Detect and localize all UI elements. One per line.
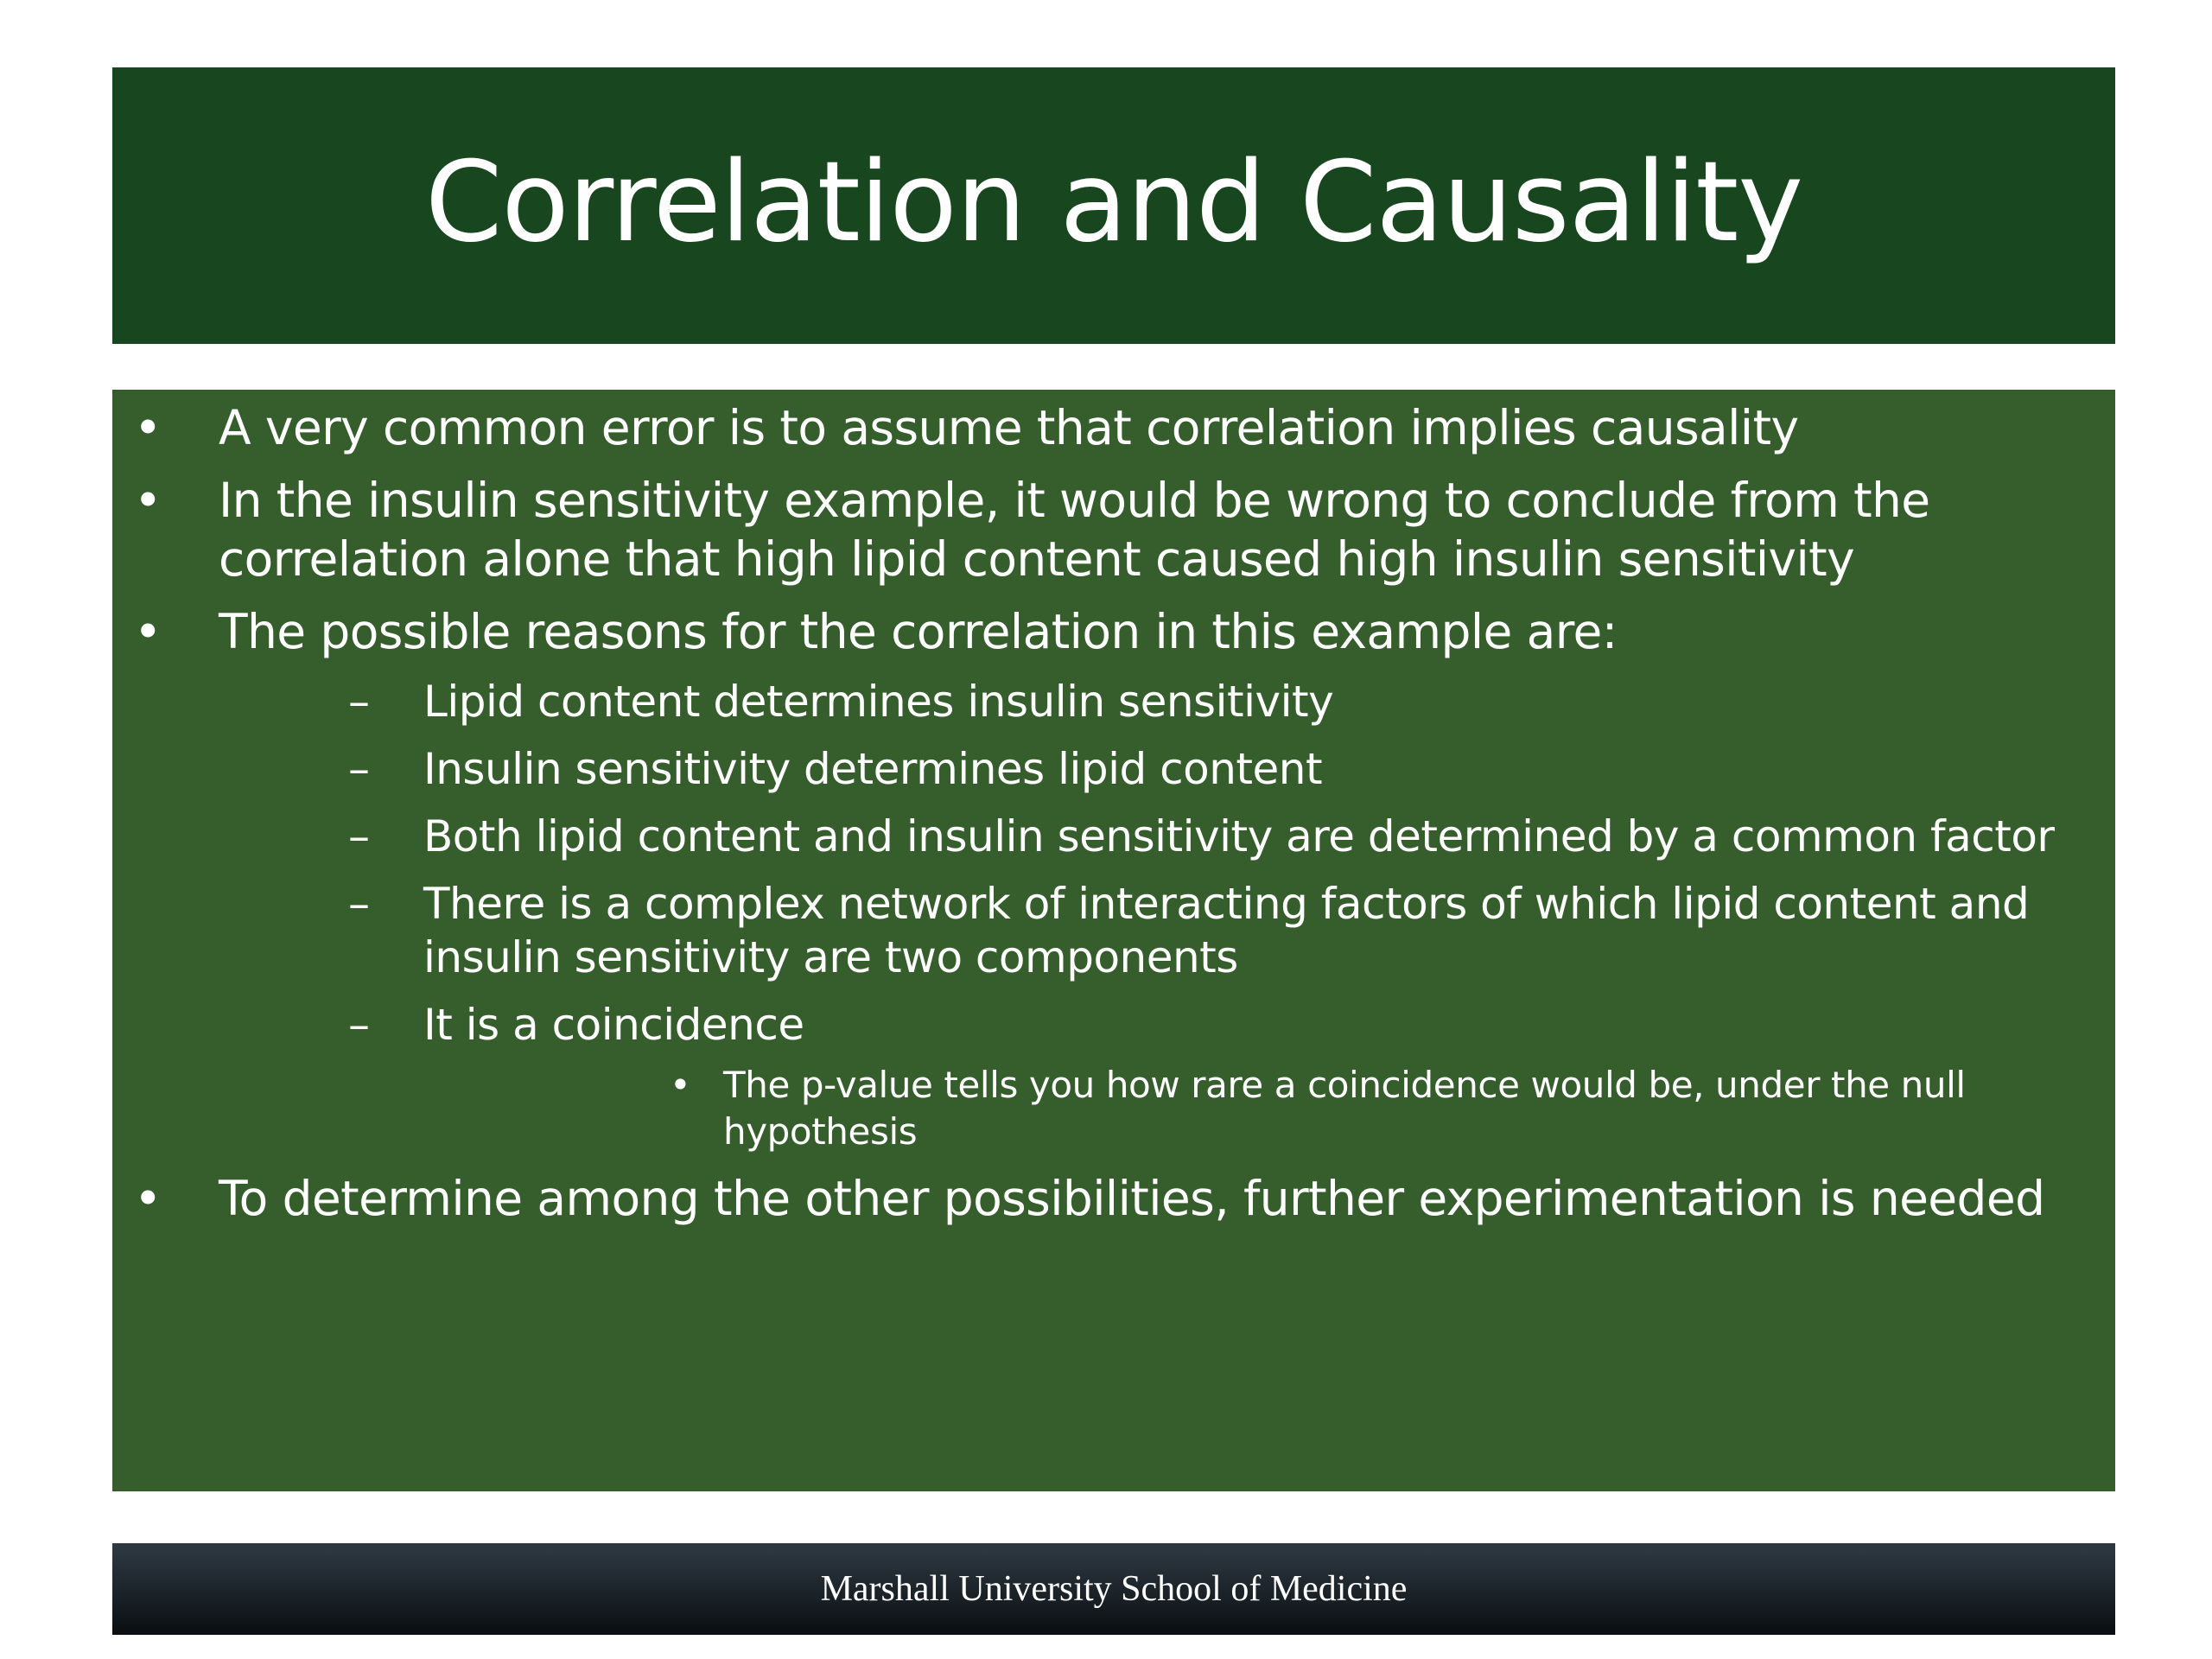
sub-bullet-text: It is a coincidence	[423, 1000, 804, 1050]
sub-bullet-text: Both lipid content and insulin sensitivity are determined by a common factor	[423, 811, 2055, 861]
sub-bullet-item	[219, 810, 2072, 863]
sub-sub-bullet-list	[423, 1062, 2072, 1155]
footer-text: Marshall University School of Medicine	[820, 1569, 1408, 1609]
bullet-item	[112, 602, 2072, 1155]
sub-bullet-item	[219, 998, 2072, 1155]
bullet-marker: •	[134, 604, 162, 659]
sub-bullet-item	[219, 742, 2072, 796]
bullet-item	[112, 1169, 2072, 1228]
bullet-list	[112, 398, 2072, 1228]
sub-bullet-list	[219, 675, 2072, 1155]
bullet-marker: •	[670, 1064, 691, 1106]
dash-marker: –	[348, 744, 370, 794]
bullet-text: To determine among the other possibilities, further experimentation is needed	[219, 1171, 2045, 1226]
sub-bullet-item	[219, 675, 2072, 728]
bullet-text: In the insulin sensitivity example, it would be wrong to conclude from the correlation alone that high lipid content caused high insulin sensitivity	[219, 473, 1930, 587]
bullet-marker: •	[134, 400, 162, 455]
bullet-marker: •	[134, 473, 162, 528]
bullet-item	[112, 398, 2072, 457]
sub-bullet-text: There is a complex network of interacting factors of which lipid content and insulin sensitivity are two components	[423, 879, 2030, 982]
slide-title: Correlation and Causality	[424, 137, 1803, 267]
sub-bullet-text: Lipid content determines insulin sensitivity	[423, 677, 1334, 727]
sub-bullet-item	[219, 877, 2072, 984]
dash-marker: –	[348, 879, 370, 929]
dash-marker: –	[348, 677, 370, 727]
footer-band	[112, 1543, 2115, 1635]
dash-marker: –	[348, 811, 370, 861]
sub-sub-bullet-item	[423, 1062, 2072, 1155]
bullet-text: The possible reasons for the correlation in this example are:	[219, 604, 1618, 659]
content-box	[112, 390, 2115, 1491]
sub-sub-bullet-text: The p-value tells you how rare a coincidence would be, under the null hypothesis	[723, 1064, 1966, 1153]
bullet-marker: •	[134, 1171, 162, 1226]
dash-marker: –	[348, 1000, 370, 1050]
bullet-item	[112, 471, 2072, 588]
title-band	[112, 67, 2115, 344]
bullet-text: A very common error is to assume that correlation implies causality	[219, 400, 1799, 455]
sub-bullet-text: Insulin sensitivity determines lipid content	[423, 744, 1323, 794]
